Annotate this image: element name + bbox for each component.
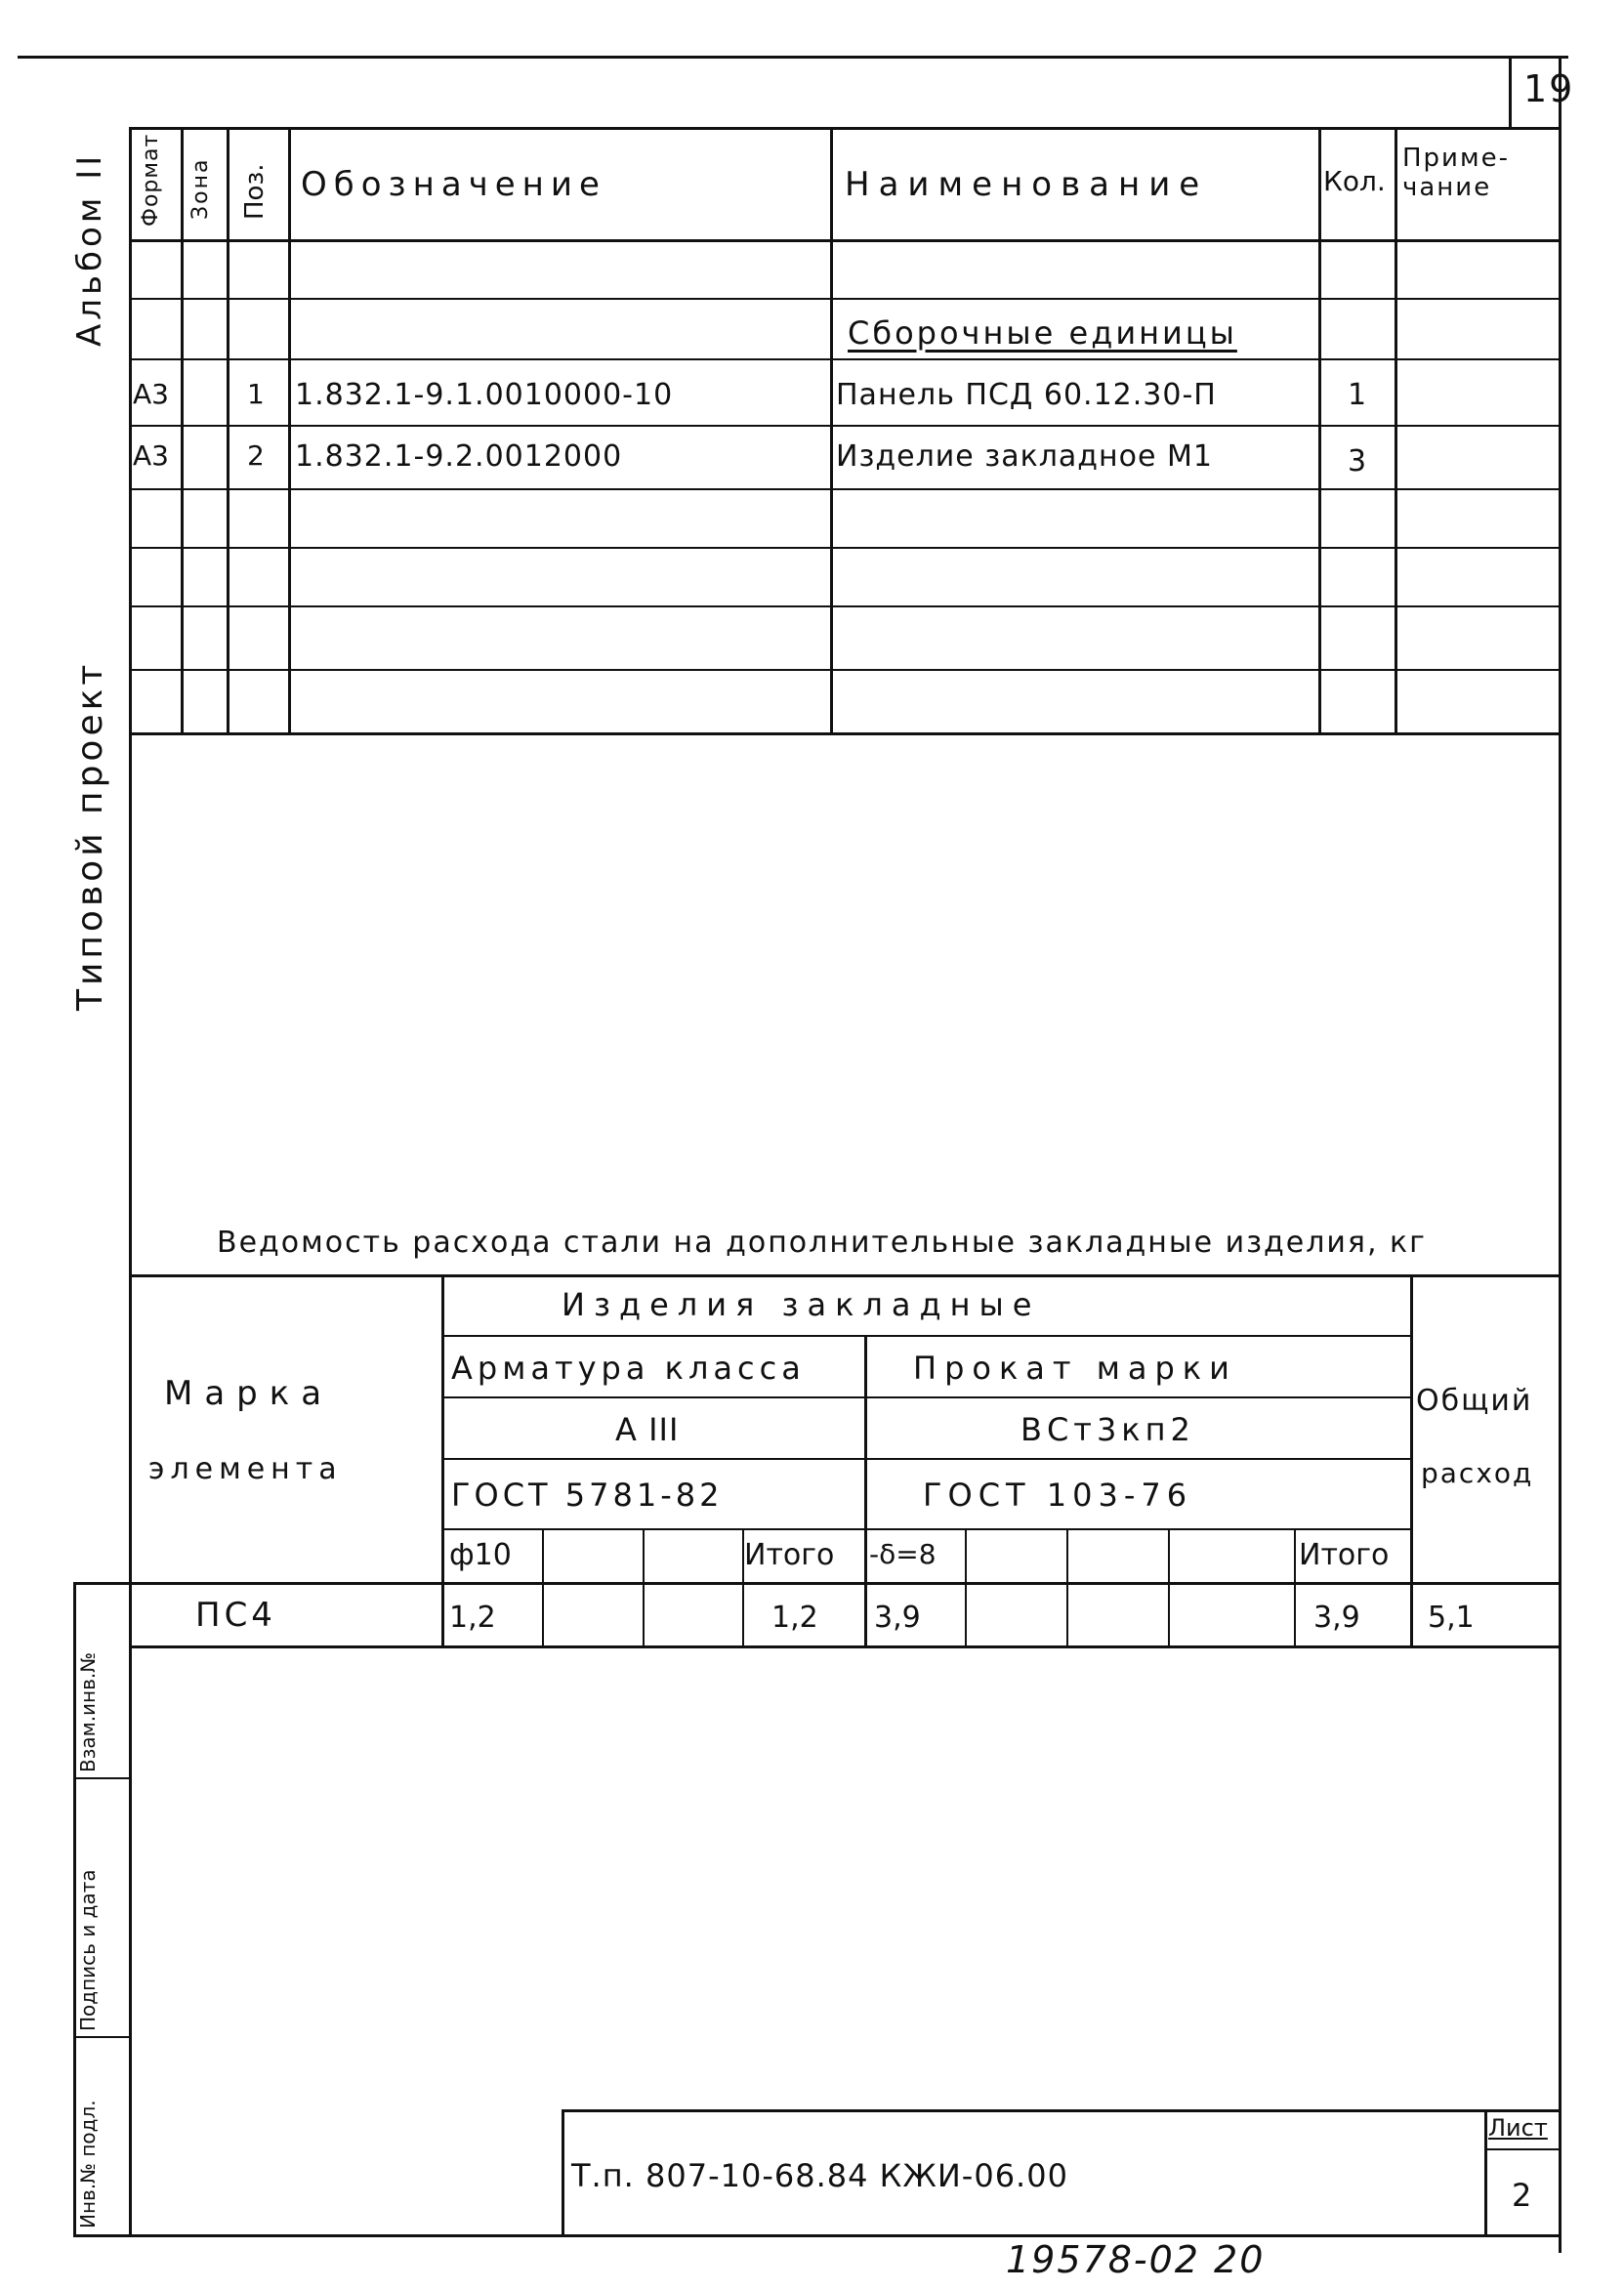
drawing-code: Т.п. 807-10-68.84 КЖИ-06.00 bbox=[571, 2157, 1068, 2194]
rebar-header: Арматура класса bbox=[451, 1350, 806, 1387]
spec-row-line bbox=[129, 488, 1559, 490]
steel-line bbox=[441, 1335, 1410, 1337]
row2-format: А3 bbox=[133, 439, 169, 472]
spec-col-line bbox=[227, 127, 229, 732]
album-label: Альбом II bbox=[70, 151, 109, 347]
steel-col-line bbox=[441, 1274, 444, 1645]
spec-top-line bbox=[129, 127, 1559, 130]
col-itogo-rolled: Итого bbox=[1299, 1538, 1390, 1572]
steel-top-line bbox=[129, 1274, 1559, 1277]
header-pos: Поз. bbox=[240, 163, 270, 220]
spec-col-line bbox=[830, 127, 833, 732]
steel-header-bottom-line bbox=[129, 1582, 1559, 1585]
rolled-gost: ГОСТ 103-76 bbox=[923, 1477, 1193, 1514]
steel-line bbox=[441, 1458, 1410, 1460]
row1-designation: 1.832.1-9.1.0010000-10 bbox=[295, 378, 674, 412]
project-type-label: Типовой проект bbox=[70, 660, 110, 1011]
steel-col-line bbox=[1168, 1528, 1170, 1645]
title-block-left-line bbox=[562, 2109, 564, 2236]
row1-name: Панель ПСД 60.12.30-П bbox=[836, 378, 1217, 412]
stamp-sign-date-label: Подпись и дата bbox=[76, 1869, 100, 2031]
row1-format: А3 bbox=[133, 378, 169, 410]
stamp-line bbox=[73, 2036, 129, 2038]
spec-row-line bbox=[129, 425, 1559, 427]
header-name: Наименование bbox=[845, 165, 1209, 204]
right-border-line bbox=[1559, 56, 1562, 2253]
steel-col-line bbox=[643, 1528, 645, 1645]
total-header-1: Общий bbox=[1416, 1384, 1533, 1418]
spec-row-line bbox=[129, 547, 1559, 549]
section-title: Сборочные единицы bbox=[848, 314, 1237, 352]
spec-row-line bbox=[129, 605, 1559, 607]
rebar-gost: ГОСТ 5781-82 bbox=[451, 1477, 724, 1514]
spec-row-line bbox=[129, 298, 1559, 300]
steel-title: Ведомость расхода стали на дополнительные закладные изделия, кг bbox=[217, 1226, 1427, 1260]
spec-col-line bbox=[1318, 127, 1321, 732]
steel-line bbox=[441, 1528, 1410, 1530]
rebar-class: А III bbox=[615, 1411, 680, 1448]
steel-col-line bbox=[864, 1335, 867, 1645]
spec-bottom-line bbox=[129, 732, 1559, 735]
col-itogo-rebar: Итого bbox=[744, 1538, 835, 1572]
top-border-line bbox=[18, 56, 1568, 59]
row-itogo-rebar: 1,2 bbox=[771, 1601, 818, 1635]
steel-col-line bbox=[1410, 1274, 1413, 1645]
header-zone: Зона bbox=[188, 157, 213, 220]
header-note: Приме-чание bbox=[1402, 144, 1510, 202]
page-number: 19 bbox=[1523, 67, 1575, 110]
sheet-value: 2 bbox=[1512, 2177, 1532, 2214]
stamp-inv-podl-label: Инв.№ подл. bbox=[76, 2100, 100, 2228]
rolled-header: Прокат марки bbox=[913, 1350, 1237, 1387]
header-format: Формат bbox=[139, 133, 163, 227]
mark-header-1: Марка bbox=[164, 1374, 334, 1413]
stamp-line bbox=[73, 1582, 129, 1585]
page-number-box-line bbox=[1509, 56, 1512, 129]
spec-header-bottom-line bbox=[129, 239, 1559, 242]
rolled-grade: ВСт3кп2 bbox=[1020, 1411, 1195, 1448]
row2-qty: 3 bbox=[1348, 444, 1369, 479]
title-block-sheet-divider bbox=[1484, 2148, 1559, 2150]
stamp-line bbox=[73, 2234, 129, 2237]
steel-bottom-line bbox=[129, 1645, 1559, 1648]
row-mark: ПС4 bbox=[195, 1596, 276, 1635]
stamp-vzam-label: Взам.инв.№ bbox=[76, 1651, 100, 1772]
row-itogo-rolled: 3,9 bbox=[1313, 1601, 1360, 1635]
spec-row-line bbox=[129, 669, 1559, 671]
col-phi10: ф10 bbox=[449, 1538, 512, 1572]
sheet-label: Лист bbox=[1488, 2114, 1548, 2142]
left-frame-line bbox=[129, 127, 132, 2236]
row1-pos: 1 bbox=[247, 378, 267, 410]
row-total: 5,1 bbox=[1428, 1601, 1475, 1635]
title-block-top-line bbox=[562, 2109, 1559, 2112]
row2-pos: 2 bbox=[247, 439, 267, 472]
spec-col-line bbox=[288, 127, 291, 732]
stamp-line bbox=[73, 1777, 129, 1779]
group-header: Изделия закладные bbox=[562, 1286, 1041, 1323]
row-phi10: 1,2 bbox=[449, 1601, 496, 1635]
row2-designation: 1.832.1-9.2.0012000 bbox=[295, 439, 623, 474]
steel-col-line bbox=[1294, 1528, 1296, 1645]
col-delta8: -δ=8 bbox=[869, 1538, 937, 1570]
total-header-2: расход bbox=[1421, 1457, 1534, 1489]
row1-qty: 1 bbox=[1348, 378, 1369, 412]
title-block-sheet-line bbox=[1484, 2109, 1487, 2236]
row-delta8: 3,9 bbox=[874, 1601, 921, 1635]
header-qty: Кол. bbox=[1323, 165, 1386, 197]
spec-col-line bbox=[181, 127, 184, 732]
header-designation: Обозначение bbox=[301, 165, 606, 204]
steel-col-line bbox=[542, 1528, 544, 1645]
handwritten-number: 19578-02 20 bbox=[1006, 2238, 1266, 2281]
steel-line bbox=[441, 1396, 1410, 1398]
mark-header-2: элемента bbox=[148, 1452, 343, 1486]
spec-col-line bbox=[1395, 127, 1397, 732]
bottom-frame-line bbox=[129, 2234, 1559, 2237]
row2-name: Изделие закладное М1 bbox=[836, 439, 1213, 474]
spec-row-line bbox=[129, 358, 1559, 360]
steel-col-line bbox=[1066, 1528, 1068, 1645]
steel-col-line bbox=[965, 1528, 967, 1645]
